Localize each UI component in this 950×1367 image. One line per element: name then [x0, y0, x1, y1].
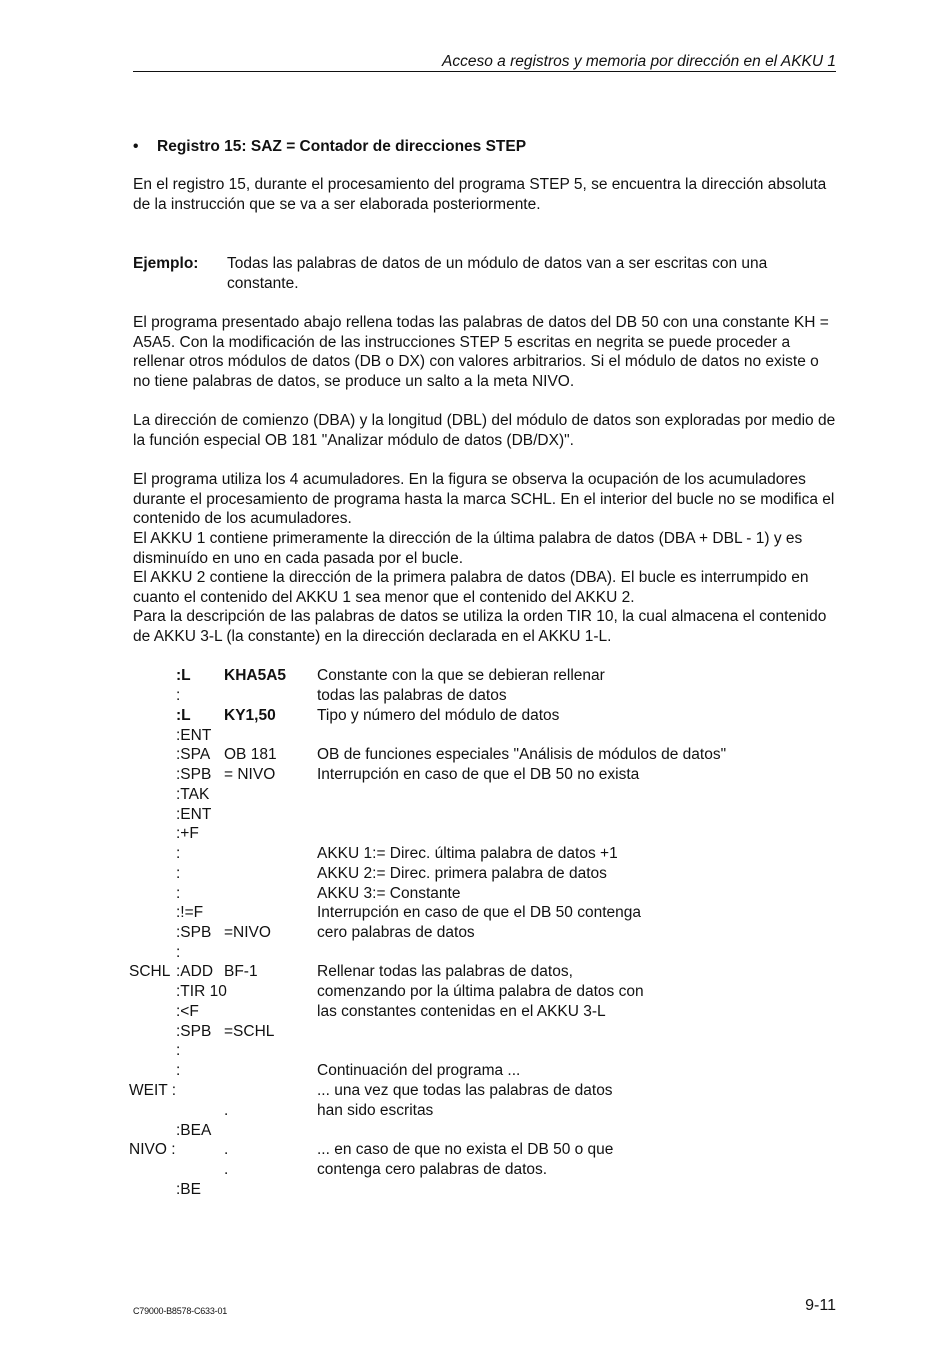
code-instruction: :BEA	[176, 1122, 212, 1139]
code-comment: AKKU 2:= Direc. primera palabra de datos	[317, 865, 607, 882]
paragraph-accumulators: El programa utiliza los 4 acumuladores. En la figura se observa la ocupación de los acumuladores durante el procesamiento de programa hasta la marca SCHL. En el interior del bucle no se modifica el contenido de los acumuladores.	[133, 471, 835, 528]
code-operand: =SCHL	[224, 1023, 275, 1040]
example-text: Todas las palabras de datos de un módulo de datos van a ser escritas con una constante.	[227, 255, 768, 292]
code-operand: = NIVO	[224, 766, 276, 783]
code-instruction: :ENT	[176, 806, 212, 823]
code-comment: cero palabras de datos	[317, 924, 475, 941]
code-comment: ... en caso de que no exista el DB 50 o que	[317, 1141, 614, 1158]
paragraph-program: El programa presentado abajo rellena todas las palabras de datos del DB 50 con una constante KH = A5A5. Con la modificación de las instrucciones STEP 5 escritas en negrita se puede proceder a rellenar otros módulos de datos (DB o DX) con valores arbitrarios. Si el módulo de datos no existe o no tiene palabras de datos, se produce un salto a la meta NIVO.	[133, 314, 829, 390]
code-comment: Interrupción en caso de que el DB 50 contenga	[317, 904, 642, 921]
code-label: SCHL	[129, 963, 171, 980]
code-comment: comenzando por la última palabra de datos con	[317, 983, 644, 1000]
code-instruction: :ENT	[176, 727, 212, 744]
code-instruction: :<F	[176, 1003, 199, 1020]
code-instruction: :	[176, 687, 181, 704]
code-operand: .	[224, 1102, 229, 1119]
code-comment: Tipo y número del módulo de datos	[317, 707, 560, 724]
paragraph-intro: En el registro 15, durante el procesamiento del programa STEP 5, se encuentra la dirección absoluta de la instrucción que se va a ser elaborada posteriormente.	[133, 176, 827, 213]
code-label: WEIT :	[129, 1082, 177, 1099]
paragraph-tir: Para la descripción de las palabras de datos se utiliza la orden TIR 10, la cual almacena el contenido de AKKU 3-L (la constante) en la dirección declarada en el AKKU 1-L.	[133, 608, 827, 645]
code-comment: las constantes contenidas en el AKKU 3-L	[317, 1003, 606, 1020]
code-instruction: :	[176, 1042, 181, 1059]
code-comment: ... una vez que todas las palabras de datos	[317, 1082, 613, 1099]
code-instruction: :SPB	[176, 766, 212, 783]
code-comment: Continuación del programa ...	[317, 1062, 521, 1079]
code-operand: .	[224, 1141, 229, 1158]
header-rule	[133, 71, 836, 72]
code-instruction: :L	[176, 707, 191, 724]
code-instruction: :L	[176, 667, 191, 684]
code-comment: OB de funciones especiales "Análisis de módulos de datos"	[317, 746, 727, 763]
code-instruction: :SPB	[176, 924, 212, 941]
code-instruction: :+F	[176, 825, 199, 842]
code-comment: todas las palabras de datos	[317, 687, 507, 704]
code-instruction: :TIR 10	[176, 983, 227, 1000]
code-instruction: :SPB	[176, 1023, 212, 1040]
code-label: NIVO :	[129, 1141, 176, 1158]
code-instruction: :	[176, 865, 181, 882]
code-comment: Constante con la que se debieran rellenar	[317, 667, 605, 684]
section-heading: Registro 15: SAZ = Contador de direcciones STEP	[157, 138, 527, 155]
paragraph-dba-dbl: La dirección de comienzo (DBA) y la longitud (DBL) del módulo de datos son exploradas por medio de la función especial OB 181 "Analizar módulo de datos (DB/DX)".	[133, 412, 836, 449]
code-comment: Interrupción en caso de que el DB 50 no exista	[317, 766, 640, 783]
document-code: C79000-B8578-C633-01	[133, 1306, 228, 1316]
running-header: Acceso a registros y memoria por dirección en el AKKU 1	[442, 53, 836, 70]
code-instruction: :SPA	[176, 746, 211, 763]
paragraph-akku2: El AKKU 2 contiene la dirección de la primera palabra de datos (DBA). El bucle es interrumpido en cuanto el contenido del AKKU 1 sea menor que el contenido del AKKU 2.	[133, 569, 809, 606]
code-comment: AKKU 1:= Direc. última palabra de datos +1	[317, 845, 618, 862]
code-comment: contenga cero palabras de datos.	[317, 1161, 548, 1178]
code-comment: Rellenar todas las palabras de datos,	[317, 963, 573, 980]
bullet-marker: •	[133, 138, 139, 155]
code-instruction: :BE	[176, 1181, 201, 1198]
code-instruction: :ADD	[176, 963, 214, 980]
code-comment: AKKU 3:= Constante	[317, 885, 461, 902]
code-instruction: :TAK	[176, 786, 210, 803]
code-instruction: :	[176, 885, 181, 902]
code-operand: BF-1	[224, 963, 258, 980]
code-instruction: :	[176, 1062, 181, 1079]
code-operand: OB 181	[224, 746, 277, 763]
code-operand: .	[224, 1161, 229, 1178]
code-operand: =NIVO	[224, 924, 271, 941]
code-operand: KHA5A5	[224, 667, 287, 684]
paragraph-akku1: El AKKU 1 contiene primeramente la dirección de la última palabra de datos (DBA + DBL - 1) y es disminuído en uno en cada pasada por el bucle.	[133, 530, 803, 567]
code-comment: han sido escritas	[317, 1102, 434, 1119]
code-operand: KY1,50	[224, 707, 276, 724]
code-instruction: :	[176, 944, 181, 961]
page-number: 9-11	[805, 1297, 836, 1314]
code-instruction: :	[176, 845, 181, 862]
example-label: Ejemplo:	[133, 255, 199, 272]
code-instruction: :!=F	[176, 904, 204, 921]
